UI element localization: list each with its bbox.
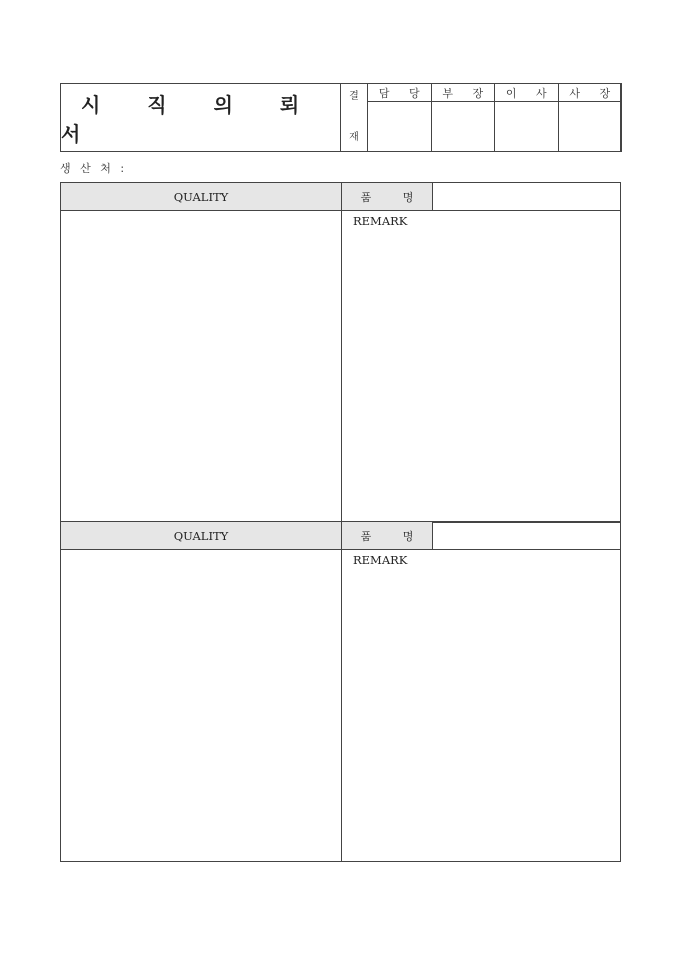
- origin-label: 생 산 처 :: [60, 162, 128, 175]
- quality-section-2: [60, 521, 621, 862]
- approval-label-bottom: 재: [349, 132, 359, 143]
- product-name-label: 품 명: [342, 522, 433, 550]
- product-name-label: 품 명: [342, 183, 433, 211]
- approval-sign-director[interactable]: [495, 102, 559, 152]
- quality-content-area[interactable]: [61, 211, 342, 522]
- approval-label-top: 결: [349, 91, 359, 102]
- document-title: 시 직 의 뢰 서: [61, 92, 320, 146]
- product-name-field[interactable]: [433, 183, 620, 211]
- header-box: [60, 83, 621, 152]
- approval-table: [340, 83, 622, 152]
- quality-content-area[interactable]: [61, 550, 342, 861]
- quality-header: QUALITY: [61, 183, 342, 211]
- remark-label: REMARK: [353, 214, 408, 228]
- remark-label: REMARK: [353, 553, 408, 567]
- approval-role-director: 이 사: [495, 84, 559, 102]
- approval-role-dept-head: 부 장: [431, 84, 495, 102]
- approval-role-manager: 담 당: [368, 84, 432, 102]
- product-name-field[interactable]: [433, 522, 620, 550]
- approval-sign-manager[interactable]: [368, 102, 432, 152]
- approval-sign-dept-head[interactable]: [431, 102, 495, 152]
- quality-header: QUALITY: [61, 522, 342, 550]
- approval-role-president: 사 장: [558, 84, 622, 102]
- quality-section-1: [60, 182, 621, 523]
- approval-sign-president[interactable]: [558, 102, 622, 152]
- approval-side-label: [341, 84, 368, 152]
